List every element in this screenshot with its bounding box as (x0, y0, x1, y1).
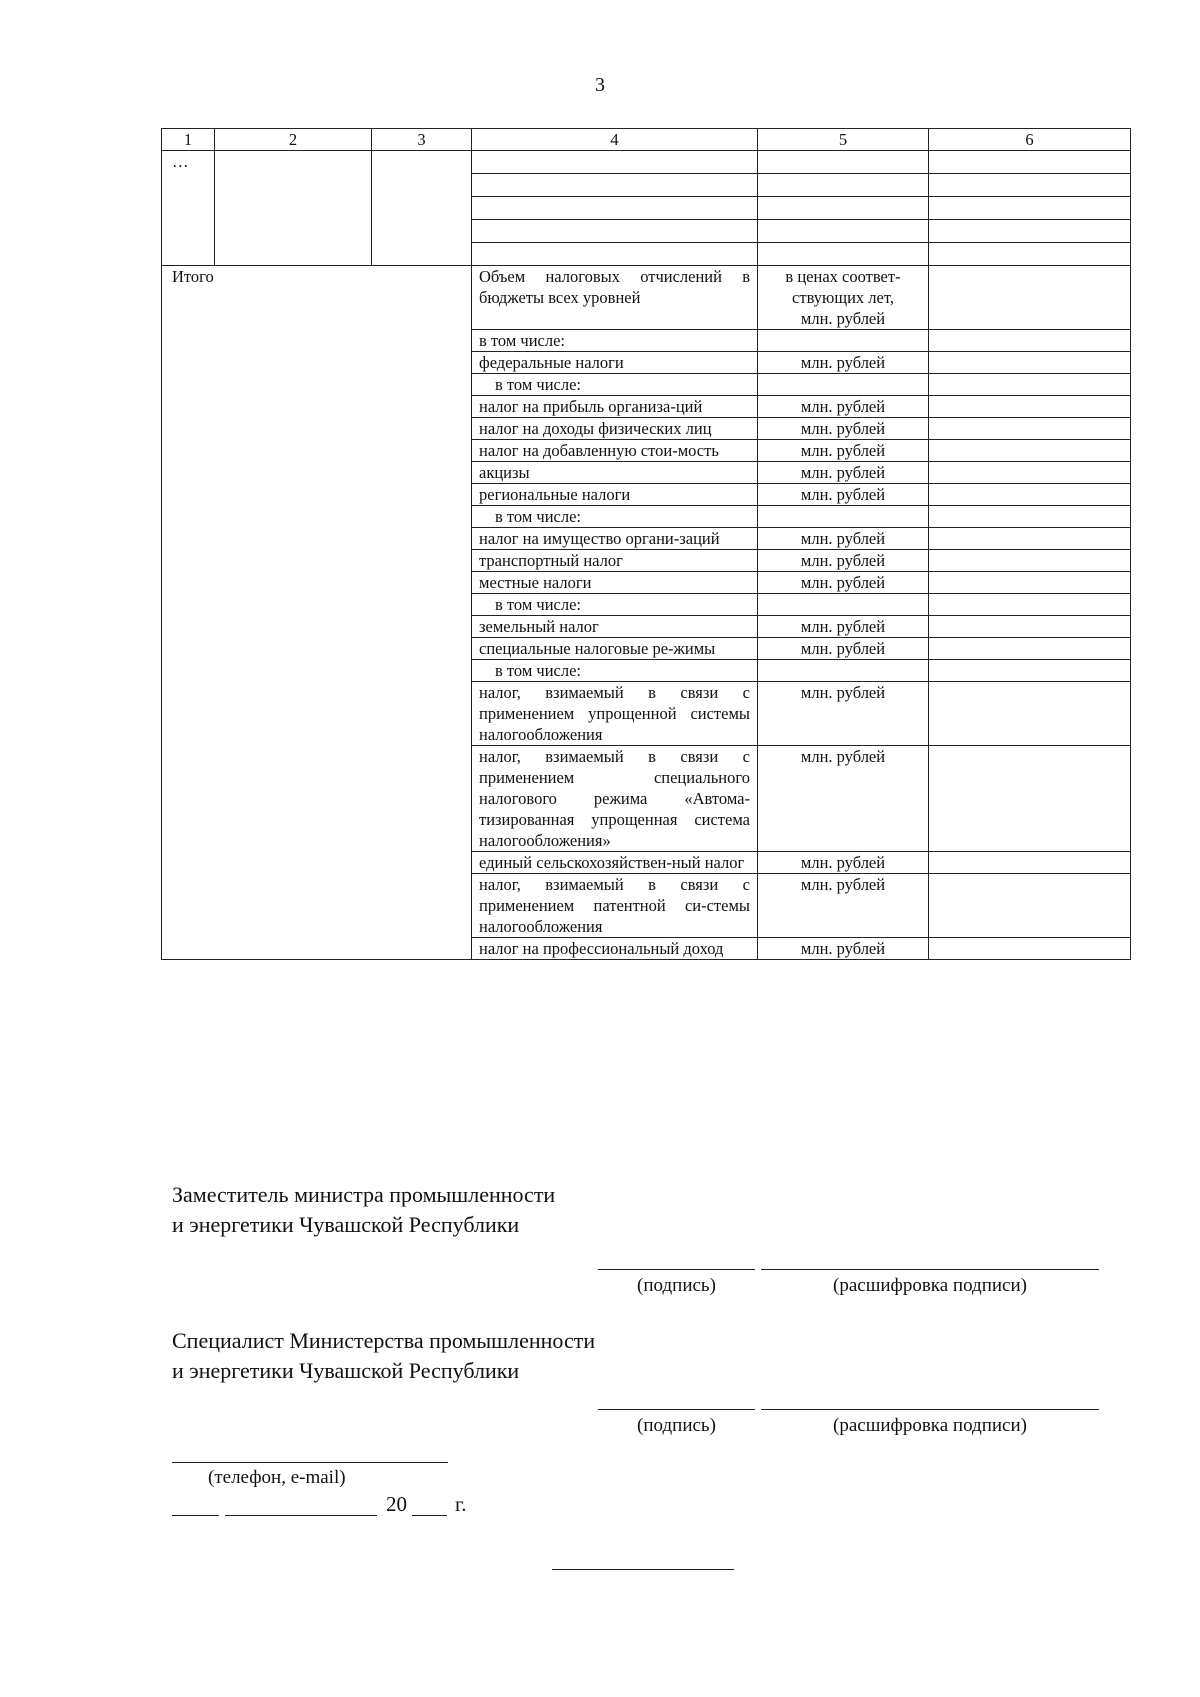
deputy-minister-title (172, 1180, 555, 1240)
signature-decoding-line (761, 1269, 1099, 1270)
unit-cell: млн. рублей (758, 484, 929, 506)
indicator-label: налог, взимаемый в связи с применением специального налогового режима «Автома-тизированная упрощенная система налогообложения» (472, 746, 758, 852)
indicator-label: налог, взимаемый в связи с применением упрощенной системы налогообложения (472, 682, 758, 746)
column-header: 5 (758, 129, 929, 151)
unit-cell: млн. рублей (758, 550, 929, 572)
empty-cell (472, 197, 758, 220)
unit-cell: млн. рублей (758, 746, 929, 852)
empty-cell (472, 151, 758, 174)
column-header: 4 (472, 129, 758, 151)
value-cell (929, 418, 1131, 440)
unit-cell: млн. рублей (758, 682, 929, 746)
unit-cell: млн. рублей (758, 528, 929, 550)
signature-line (598, 1409, 755, 1410)
indicator-label: специальные налоговые ре-жимы (472, 638, 758, 660)
unit-cell: млн. рублей (758, 638, 929, 660)
unit-cell (758, 266, 929, 330)
unit-cell (758, 374, 929, 396)
unit-cell (758, 660, 929, 682)
value-cell (929, 330, 1131, 352)
unit-cell: млн. рублей (758, 440, 929, 462)
indicator-label: в том числе: (472, 330, 758, 352)
indicator-label: единый сельскохозяйствен-ный налог (472, 852, 758, 874)
value-cell (929, 682, 1131, 746)
empty-cell (929, 174, 1131, 197)
indicator-label: региональные налоги (472, 484, 758, 506)
signature-caption: (подпись) (637, 1275, 716, 1296)
date-suffix: г. (455, 1492, 467, 1516)
year-blank (412, 1515, 447, 1516)
unit-line: млн. рублей (800, 309, 886, 328)
empty-cell (215, 151, 372, 266)
unit-cell (758, 594, 929, 616)
empty-cell (472, 243, 758, 266)
indicator-label: налог на профессиональный доход (472, 938, 758, 960)
indicator-label: в том числе: (472, 660, 758, 682)
empty-cell (472, 220, 758, 243)
column-header: 6 (929, 129, 1131, 151)
value-cell (929, 528, 1131, 550)
total-label: Итого (162, 266, 472, 960)
value-cell (929, 396, 1131, 418)
unit-cell (758, 330, 929, 352)
value-cell (929, 874, 1131, 938)
indicator-label: налог, взимаемый в связи с применением патентной си-стемы налогообложения (472, 874, 758, 938)
value-cell (929, 746, 1131, 852)
empty-cell (929, 151, 1131, 174)
unit-cell: млн. рублей (758, 396, 929, 418)
unit-cell: млн. рублей (758, 616, 929, 638)
table-row (162, 266, 1131, 330)
signature-caption: (подпись) (637, 1415, 716, 1436)
date-century: 20 (386, 1492, 407, 1516)
specialist-title (172, 1326, 595, 1386)
empty-cell (758, 174, 929, 197)
empty-cell (372, 151, 472, 266)
tax-table (161, 128, 1131, 960)
contact-line (172, 1462, 448, 1463)
value-cell (929, 462, 1131, 484)
column-header: 2 (215, 129, 372, 151)
indicator-label: налог на добавленную стои-мость (472, 440, 758, 462)
indicator-label: в том числе: (472, 374, 758, 396)
value-cell (929, 572, 1131, 594)
unit-cell: млн. рублей (758, 938, 929, 960)
value-cell (929, 484, 1131, 506)
value-cell (929, 550, 1131, 572)
title-line: и энергетики Чувашской Республики (172, 1358, 520, 1383)
unit-cell: млн. рублей (758, 874, 929, 938)
indicator-label: местные налоги (472, 572, 758, 594)
page-number: 3 (595, 74, 605, 96)
value-cell (929, 440, 1131, 462)
empty-cell (929, 197, 1131, 220)
contact-caption: (телефон, e-mail) (208, 1467, 346, 1488)
indicator-label: налог на имущество органи-заций (472, 528, 758, 550)
indicator-label: налог на прибыль организа-ций (472, 396, 758, 418)
indicator-label: транспортный налог (472, 550, 758, 572)
ellipsis-cell: … (162, 151, 215, 266)
table-header-row (162, 129, 1131, 151)
unit-cell: млн. рублей (758, 572, 929, 594)
unit-cell: млн. рублей (758, 352, 929, 374)
value-cell (929, 352, 1131, 374)
indicator-label: акцизы (472, 462, 758, 484)
decoding-caption: (расшифровка подписи) (833, 1275, 1027, 1296)
value-cell (929, 938, 1131, 960)
empty-cell (929, 243, 1131, 266)
value-cell (929, 594, 1131, 616)
empty-cell (758, 220, 929, 243)
column-header: 3 (372, 129, 472, 151)
value-cell (929, 616, 1131, 638)
indicator-label: федеральные налоги (472, 352, 758, 374)
month-blank (225, 1515, 377, 1516)
empty-cell (472, 174, 758, 197)
indicator-label: Объем налоговых отчислений в бюджеты всех уровней (472, 266, 758, 330)
unit-cell: млн. рублей (758, 852, 929, 874)
value-cell (929, 374, 1131, 396)
signature-decoding-line (761, 1409, 1099, 1410)
column-header: 1 (162, 129, 215, 151)
empty-cell (929, 220, 1131, 243)
value-cell (929, 266, 1131, 330)
value-cell (929, 852, 1131, 874)
unit-cell: млн. рублей (758, 462, 929, 484)
title-line: и энергетики Чувашской Республики (172, 1212, 520, 1237)
day-blank (172, 1515, 219, 1516)
value-cell (929, 660, 1131, 682)
empty-cell (758, 197, 929, 220)
empty-cell (758, 243, 929, 266)
title-line: Заместитель министра промышленности (172, 1182, 556, 1207)
unit-line: ствующих лет, (792, 288, 894, 307)
date-line (172, 1492, 502, 1522)
title-line: Специалист Министерства промышленности (172, 1328, 596, 1353)
end-of-document-line (552, 1569, 734, 1570)
value-cell (929, 506, 1131, 528)
empty-cell (758, 151, 929, 174)
unit-line: в ценах соответ- (785, 267, 901, 286)
decoding-caption: (расшифровка подписи) (833, 1415, 1027, 1436)
indicator-label: земельный налог (472, 616, 758, 638)
value-cell (929, 638, 1131, 660)
indicator-label: налог на доходы физических лиц (472, 418, 758, 440)
unit-cell: млн. рублей (758, 418, 929, 440)
unit-cell (758, 506, 929, 528)
indicator-label: в том числе: (472, 506, 758, 528)
ellipsis-row (162, 151, 1131, 174)
indicator-label: в том числе: (472, 594, 758, 616)
signature-line (598, 1269, 755, 1270)
